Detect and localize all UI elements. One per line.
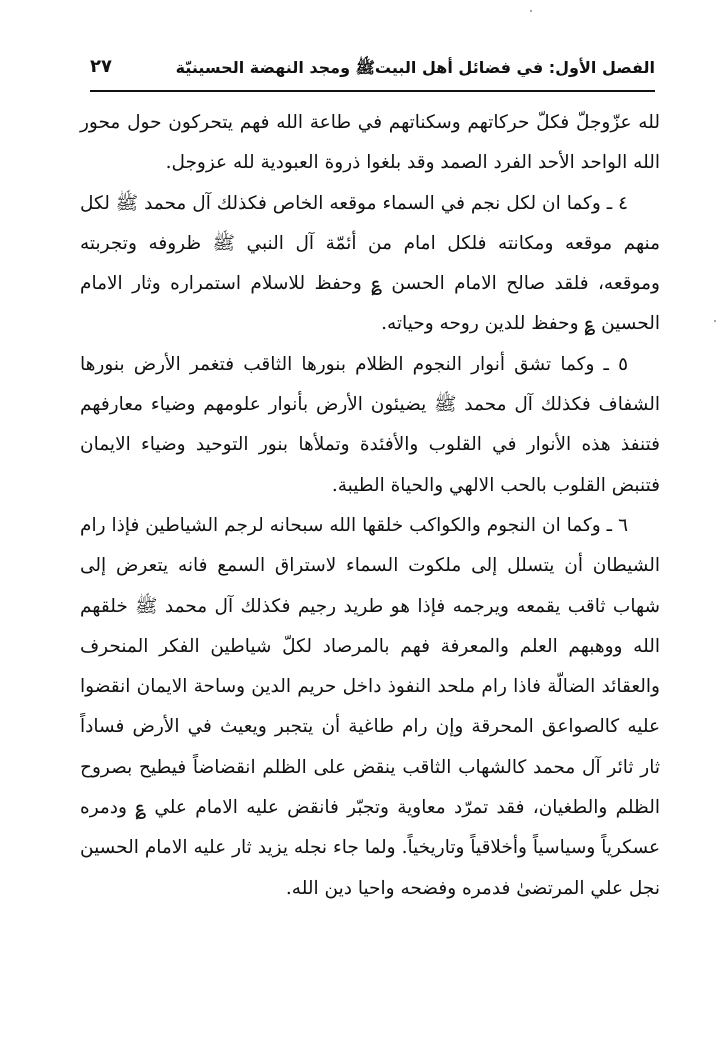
paragraph-point-4: ٤ ـ وكما ان لكل نجم في السماء موقعه الخاص فكذلك آل محمد ﷺ لكل منهم موقعه ومكانته فلكل امام من أئمّة آل النبي ﷺ ظروفه وتجربته وموقعه، فلقد صالح الامام الحسن ؏ وحفظ للاسلام استمراره وثار الامام الحسين ؏ وحفظ للدين روحه وحياته. (80, 192, 660, 335)
scan-speck (714, 320, 716, 322)
chapter-title: الفصل الأول: في فضائل أهل البيتﷺ ومجد النهضة الحسينيّة (175, 58, 655, 77)
scan-speck (530, 10, 532, 12)
paragraph-point-6: ٦ ـ وكما ان النجوم والكواكب خلقها الله سبحانه لرجم الشياطين فإذا رام الشيطان أن يتسلل إلى ملكوت السماء لاستراق السمع فانه يتعرض إلى شهاب ثاقب يقمعه ويرجمه فإذا هو طريد رجيم فكذلك آل محمد ﷺ خلقهم الله ووهبهم العلم والمعرفة فهم بالمرصاد لكلّ شياطين الفكر المنحرف والعقائد الضالّة فاذا رام ملحد النفوذ داخل حريم الدين وساحة الايمان انقضوا عليه كالصواعق المحرقة وإن رام طاغية أن يتجبر ويعيث في الأرض فساداً ثار ثائر آل محمد كالشهاب الثاقب ينقض على الظلم انقضاضاً فيطيح بصروح الظلم والطغيان، فقد تمرّد معاوية وتجبّر فانقض عليه الامام علي ؏ ودمره عسكرياً وسياسياً وأخلاقياً وتاريخياً. ولما جاء نجله يزيد ثار عليه الامام الحسين نجل علي المرتضىٰ فدمره وفضحه واحيا دين الله. (80, 514, 660, 899)
page-number: ٢٧ (90, 56, 112, 77)
paragraph-point-5: ٥ ـ وكما تشق أنوار النجوم الظلام بنورها الثاقب فتغمر الأرض بنورها الشفاف فكذلك آل محمد ﷺ يضيئون الأرض بأنوار علومهم وضياء معارفهم فتنفذ هذه الأنوار في القلوب والأفئدة وتملأها بنور التوحيد وضياء الايمان فتنبض القلوب بالحب الالهي والحياة الطيبة. (80, 353, 660, 496)
page-body (80, 103, 660, 909)
running-header (90, 50, 655, 88)
header-divider (90, 90, 655, 92)
paragraph-continuation: لله عزّوجلّ فكلّ حركاتهم وسكناتهم في طاعة الله فهم يتحركون حول محور الله الواحد الأحد الفرد الصمد وقد بلغوا ذروة العبودية لله عزوجل. (80, 112, 660, 174)
